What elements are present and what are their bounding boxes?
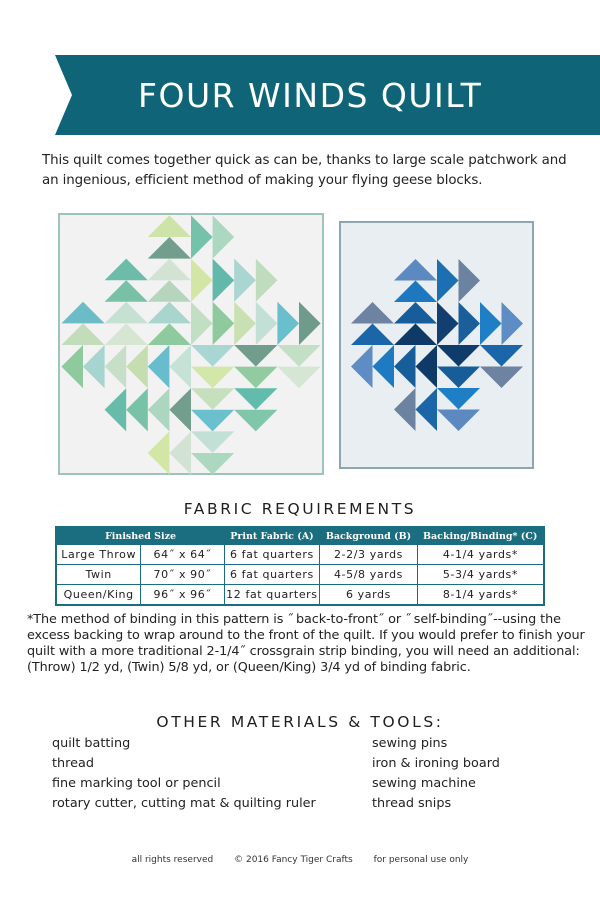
cell-backing: 5-3/4 yards* (417, 565, 544, 585)
flying-goose-triangle (105, 345, 127, 388)
cell-background: 4-5/8 yards (320, 565, 418, 585)
materials-list-right (372, 734, 500, 814)
flying-goose-triangle (191, 259, 213, 302)
material-item: sewing pins (372, 736, 448, 751)
material-item: thread (52, 756, 94, 771)
flying-goose-triangle (437, 259, 459, 302)
flying-goose-triangle (437, 388, 480, 410)
flying-goose-triangle (394, 324, 437, 346)
flying-goose-triangle (148, 323, 191, 345)
flying-goose-triangle (437, 410, 480, 432)
flying-goose-triangle (299, 302, 321, 345)
material-item: thread snips (372, 796, 452, 811)
header-print-fabric: Print Fabric (A) (224, 527, 320, 545)
flying-goose-triangle (105, 280, 148, 302)
flying-goose-triangle (234, 259, 256, 302)
footer (0, 855, 600, 865)
flying-goose-triangle (169, 388, 191, 431)
flying-goose-triangle (148, 302, 191, 324)
material-item: quilt batting (52, 736, 131, 751)
binding-footnote: *The method of binding in this pattern is ˝ back-to-front˝ or ˝ self-binding˝--using the excess backing to wrap around to the front of the quilt. If you would prefer to finish your quilt with a more traditional 2-1/4˝ crossgrain strip binding, you will need an additional: (Throw) 1/2 yd, (Twin) 5/8 yd, or (Queen/King) 3/4 yd of binding fabric. (27, 612, 585, 675)
flying-goose-triangle (191, 367, 234, 389)
cell-dimensions: 70˝ x 90˝ (141, 565, 224, 585)
flying-goose-triangle (256, 302, 278, 345)
flying-goose-triangle (148, 431, 170, 474)
flying-goose-triangle (394, 345, 416, 388)
header-finished-size: Finished Size (56, 527, 224, 545)
flying-goose-triangle (126, 345, 148, 388)
flying-goose-triangle (83, 345, 105, 388)
header-backing-binding: Backing/Binding* (C) (417, 527, 544, 545)
flying-goose-triangle (373, 345, 395, 388)
flying-goose-triangle (394, 259, 437, 281)
flying-goose-triangle (351, 345, 373, 388)
cell-print-fabric: 6 fat quarters (224, 545, 320, 565)
flying-goose-triangle (480, 345, 523, 367)
page-title: FOUR WINDS QUILT (138, 76, 483, 115)
flying-goose-triangle (394, 388, 416, 431)
flying-goose-triangle (234, 367, 277, 389)
flying-goose-triangle (191, 410, 234, 432)
flying-goose-triangle (105, 302, 148, 324)
flying-goose-triangle (234, 345, 277, 367)
footer-rights: all rights reserved (131, 855, 214, 865)
flying-goose-triangle (148, 280, 191, 302)
flying-goose-triangle (213, 302, 235, 345)
flying-goose-triangle (277, 367, 320, 389)
flying-goose-triangle (459, 259, 481, 302)
flying-goose-triangle (351, 324, 394, 346)
flying-goose-triangle (148, 259, 191, 281)
cell-size: Twin (56, 565, 141, 585)
flying-goose-triangle (394, 281, 437, 303)
flying-goose-triangle (459, 302, 481, 345)
flying-goose-triangle (256, 259, 278, 302)
cell-size: Large Throw (56, 545, 141, 565)
flying-goose-triangle (148, 345, 170, 388)
flying-goose-triangle (480, 367, 523, 389)
flying-goose-triangle (234, 302, 256, 345)
flying-goose-triangle (191, 215, 213, 258)
flying-goose-triangle (351, 302, 394, 324)
flying-goose-triangle (437, 345, 480, 367)
flying-goose-triangle (480, 302, 502, 345)
flying-goose-triangle (277, 345, 320, 367)
footer-copyright: © 2016 Fancy Tiger Crafts (234, 855, 353, 865)
flying-goose-triangle (234, 410, 277, 432)
flying-goose-triangle (191, 388, 234, 410)
cell-backing: 8-1/4 yards* (417, 585, 544, 606)
flying-goose-triangle (416, 345, 438, 388)
fabric-requirements-table (55, 526, 545, 606)
cell-size: Queen/King (56, 585, 141, 606)
fabric-requirements-heading: FABRIC REQUIREMENTS (183, 500, 417, 518)
cell-backing: 4-1/4 yards* (417, 545, 544, 565)
flying-goose-triangle (61, 345, 83, 388)
flying-goose-triangle (191, 453, 234, 475)
cell-print-fabric: 12 fat quarters (224, 585, 320, 606)
flying-goose-triangle (105, 388, 127, 431)
flying-goose-triangle (148, 237, 191, 259)
flying-goose-triangle (169, 431, 191, 474)
flying-goose-triangle (61, 323, 104, 345)
flying-goose-triangle (61, 302, 104, 324)
flying-goose-triangle (213, 215, 235, 258)
flying-goose-triangle (277, 302, 299, 345)
flying-goose-triangle (105, 259, 148, 281)
materials-list-left (52, 734, 316, 814)
table-row (56, 565, 544, 585)
flying-goose-triangle (213, 259, 235, 302)
material-item: iron & ironing board (372, 756, 500, 771)
header-background: Background (B) (320, 527, 418, 545)
cell-print-fabric: 6 fat quarters (224, 565, 320, 585)
flying-goose-triangle (234, 388, 277, 410)
flying-goose-triangle (502, 302, 524, 345)
flying-goose-triangle (169, 345, 191, 388)
material-item: sewing machine (372, 776, 476, 791)
flying-goose-triangle (437, 302, 459, 345)
cell-background: 2-2/3 yards (320, 545, 418, 565)
materials-heading: OTHER MATERIALS & TOOLS: (156, 713, 444, 731)
flying-goose-triangle (416, 388, 438, 431)
flying-goose-triangle (148, 388, 170, 431)
flying-goose-triangle (105, 323, 148, 345)
flying-goose-triangle (191, 431, 234, 453)
flying-goose-triangle (148, 215, 191, 237)
intro-paragraph: This quilt comes together quick as can be, thanks to large scale patchwork and an ingenious, efficient method of making your flying geese blocks. (42, 153, 567, 188)
flying-goose-triangle (191, 302, 213, 345)
material-item: fine marking tool or pencil (52, 776, 221, 791)
flying-goose-triangle (191, 345, 234, 367)
flying-goose-triangle (437, 367, 480, 389)
flying-goose-triangle (126, 388, 148, 431)
cell-dimensions: 96˝ x 96˝ (141, 585, 224, 606)
table-row (56, 545, 544, 565)
footer-usage: for personal use only (373, 855, 469, 865)
material-item: rotary cutter, cutting mat & quilting ruler (52, 796, 316, 811)
table-header-row (56, 527, 544, 545)
cell-background: 6 yards (320, 585, 418, 606)
flying-goose-triangle (394, 302, 437, 324)
cell-dimensions: 64˝ x 64˝ (141, 545, 224, 565)
table-row (56, 585, 544, 606)
